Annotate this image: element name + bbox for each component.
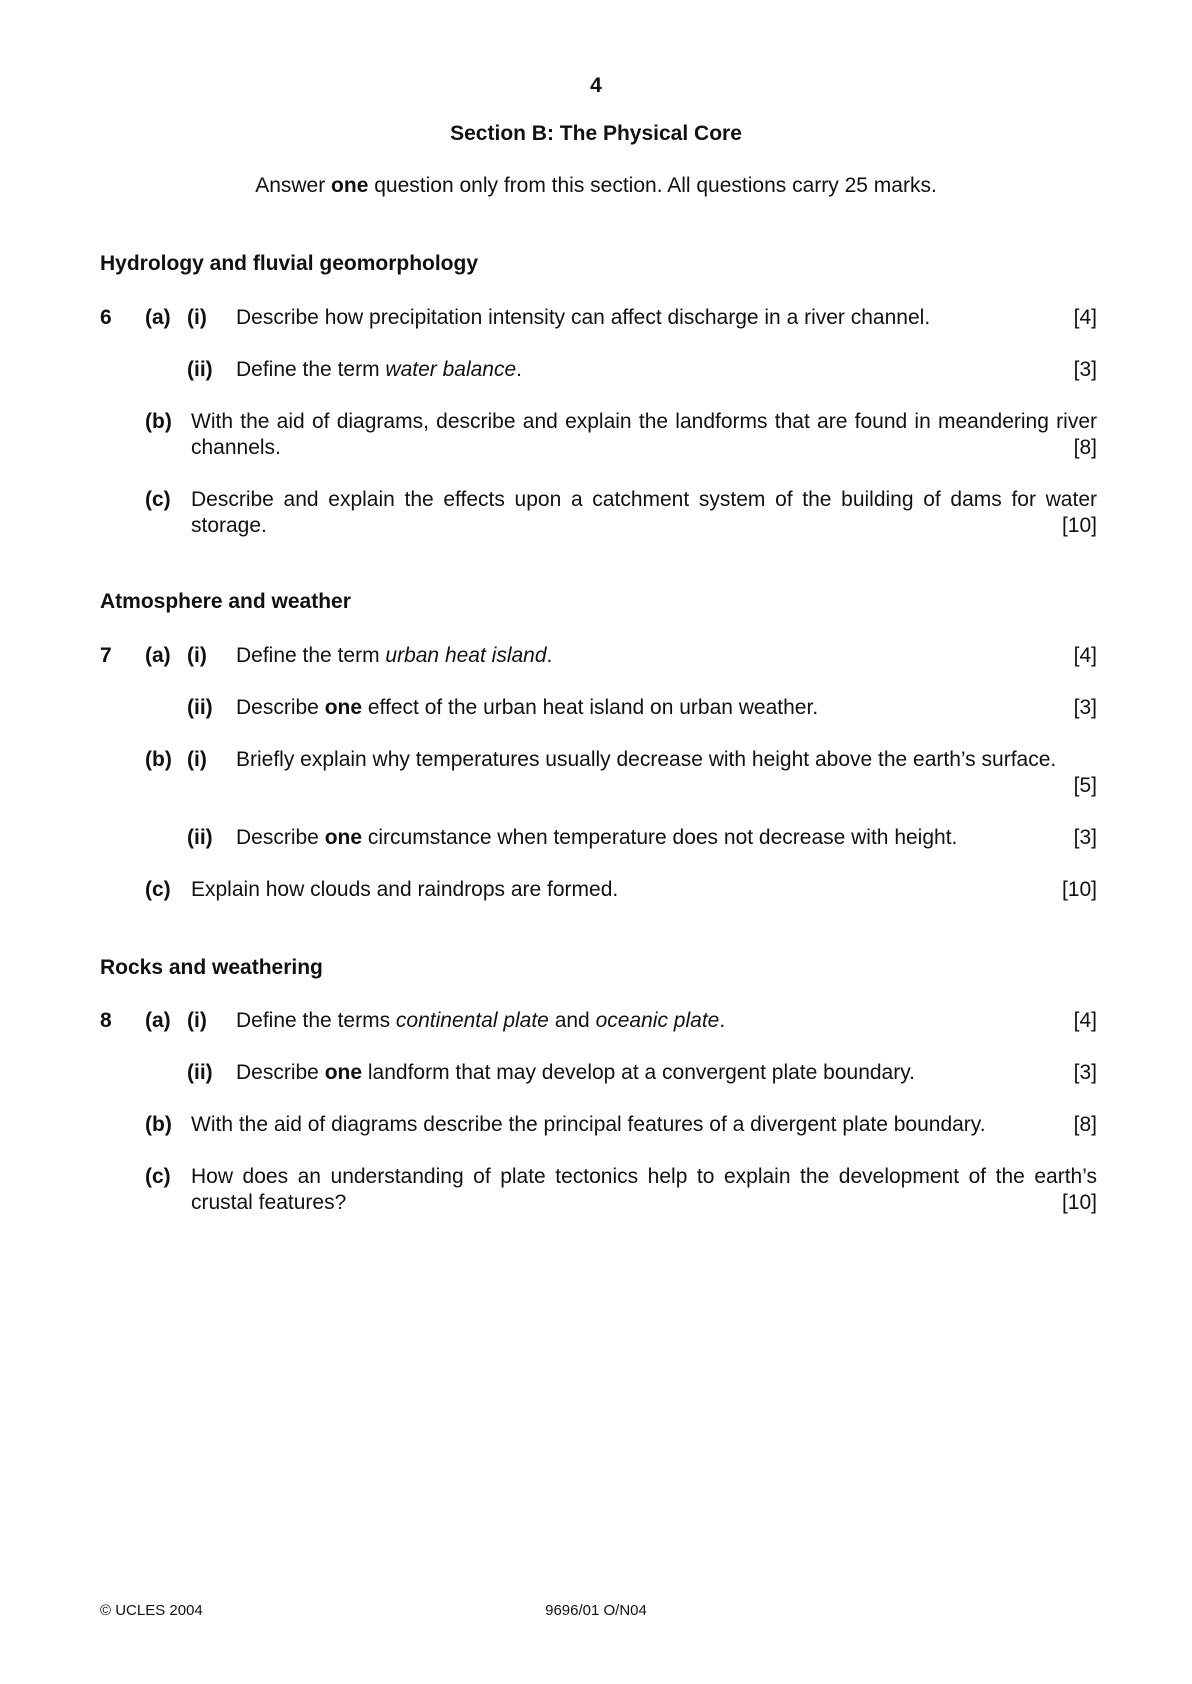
topic-atmosphere: Atmosphere and weather: [100, 590, 351, 613]
mark-allocation: [3]: [1073, 1061, 1097, 1084]
bold-word: one: [324, 826, 363, 849]
mark-allocation: [4]: [1073, 306, 1097, 329]
footer-copyright: © UCLES 2004: [100, 1602, 203, 1619]
subpart-label: (ii): [187, 826, 213, 849]
q6-c: [100, 487, 1097, 539]
q7-c: [100, 877, 1097, 903]
question-text: Define the term water balance.: [236, 358, 522, 381]
mark-allocation: [8]: [1073, 436, 1097, 459]
mark-allocation: [3]: [1073, 696, 1097, 719]
mark-allocation: [10]: [1061, 1191, 1097, 1214]
bold-word: one: [324, 696, 363, 719]
mark-allocation: [3]: [1073, 826, 1097, 849]
question-text: Describe how precipitation intensity can affect discharge in a river channel.: [236, 306, 931, 329]
question-number: 7: [100, 644, 112, 667]
part-label: (a): [145, 644, 171, 667]
q6-b: [100, 409, 1097, 461]
question-text: Describe one circumstance when temperature does not decrease with height.: [236, 826, 958, 849]
mark-allocation: [10]: [1061, 514, 1097, 537]
part-label: (c): [145, 878, 171, 901]
question-text: Define the terms continental plate and oceanic plate.: [236, 1009, 726, 1032]
section-title: Section B: The Physical Core: [450, 122, 742, 145]
italic-term: water balance: [385, 358, 517, 381]
mark-allocation: [4]: [1073, 644, 1097, 667]
q7-b-i: [100, 747, 1097, 799]
q8-a-i: [100, 1008, 1097, 1034]
q6-a-i: [100, 305, 1097, 331]
topic-hydrology: Hydrology and fluvial geomorphology: [100, 252, 479, 275]
q7-a-i: [100, 643, 1097, 669]
part-label: (a): [145, 306, 171, 329]
footer-paper-code: 9696/01 O/N04: [545, 1602, 647, 1619]
q8-b: [100, 1112, 1097, 1138]
instruction-before: Answer: [255, 174, 332, 197]
q7-a-ii: [100, 695, 1097, 721]
topic-rocks: Rocks and weathering: [100, 956, 323, 979]
instruction-after: question only from this section. All questions carry 25 marks.: [368, 174, 937, 197]
question-number: 6: [100, 306, 112, 329]
part-label: (b): [145, 410, 172, 433]
mark-allocation: [8]: [1073, 1113, 1097, 1136]
subpart-label: (i): [187, 1009, 207, 1032]
question-text: With the aid of diagrams describe the principal features of a divergent plate boundary.: [191, 1113, 986, 1136]
subpart-label: (ii): [187, 1061, 213, 1084]
subpart-label: (ii): [187, 358, 213, 381]
instruction: [0, 174, 1192, 198]
page-number: 4: [590, 74, 602, 97]
mark-allocation: [10]: [1061, 878, 1097, 901]
q6-a-ii: [100, 357, 1097, 383]
italic-term: urban heat island: [385, 644, 547, 667]
question-text: Explain how clouds and raindrops are formed.: [191, 878, 619, 901]
bold-word: one: [324, 1061, 363, 1084]
q7-b-ii: [100, 825, 1097, 851]
mark-allocation: [5]: [1073, 774, 1097, 797]
subpart-label: (i): [187, 306, 207, 329]
subpart-label: (i): [187, 748, 207, 771]
question-text: Define the term urban heat island.: [236, 644, 553, 667]
part-label: (b): [145, 1113, 172, 1136]
q8-c: [100, 1164, 1097, 1216]
italic-term: oceanic plate: [595, 1009, 720, 1032]
question-number: 8: [100, 1009, 112, 1032]
question-text: Describe and explain the effects upon a catchment system of the building of dams for water storage.: [191, 488, 1097, 537]
part-label: (c): [145, 1165, 171, 1188]
question-text: Describe one effect of the urban heat island on urban weather.: [236, 696, 819, 719]
instruction-bold: one: [331, 174, 369, 197]
italic-term: continental plate: [395, 1009, 549, 1032]
part-label: (c): [145, 488, 171, 511]
mark-allocation: [4]: [1073, 1009, 1097, 1032]
question-text: Describe one landform that may develop at a convergent plate boundary.: [236, 1061, 915, 1084]
mark-allocation: [3]: [1073, 358, 1097, 381]
q8-a-ii: [100, 1060, 1097, 1086]
question-text: How does an understanding of plate tectonics help to explain the development of the earth’s crustal features?: [191, 1165, 1097, 1214]
subpart-label: (i): [187, 644, 207, 667]
question-text: With the aid of diagrams, describe and explain the landforms that are found in meandering river channels.: [191, 410, 1097, 459]
subpart-label: (ii): [187, 696, 213, 719]
part-label: (a): [145, 1009, 171, 1032]
part-label: (b): [145, 748, 172, 771]
question-text: Briefly explain why temperatures usually decrease with height above the earth’s surface.: [236, 748, 1057, 771]
